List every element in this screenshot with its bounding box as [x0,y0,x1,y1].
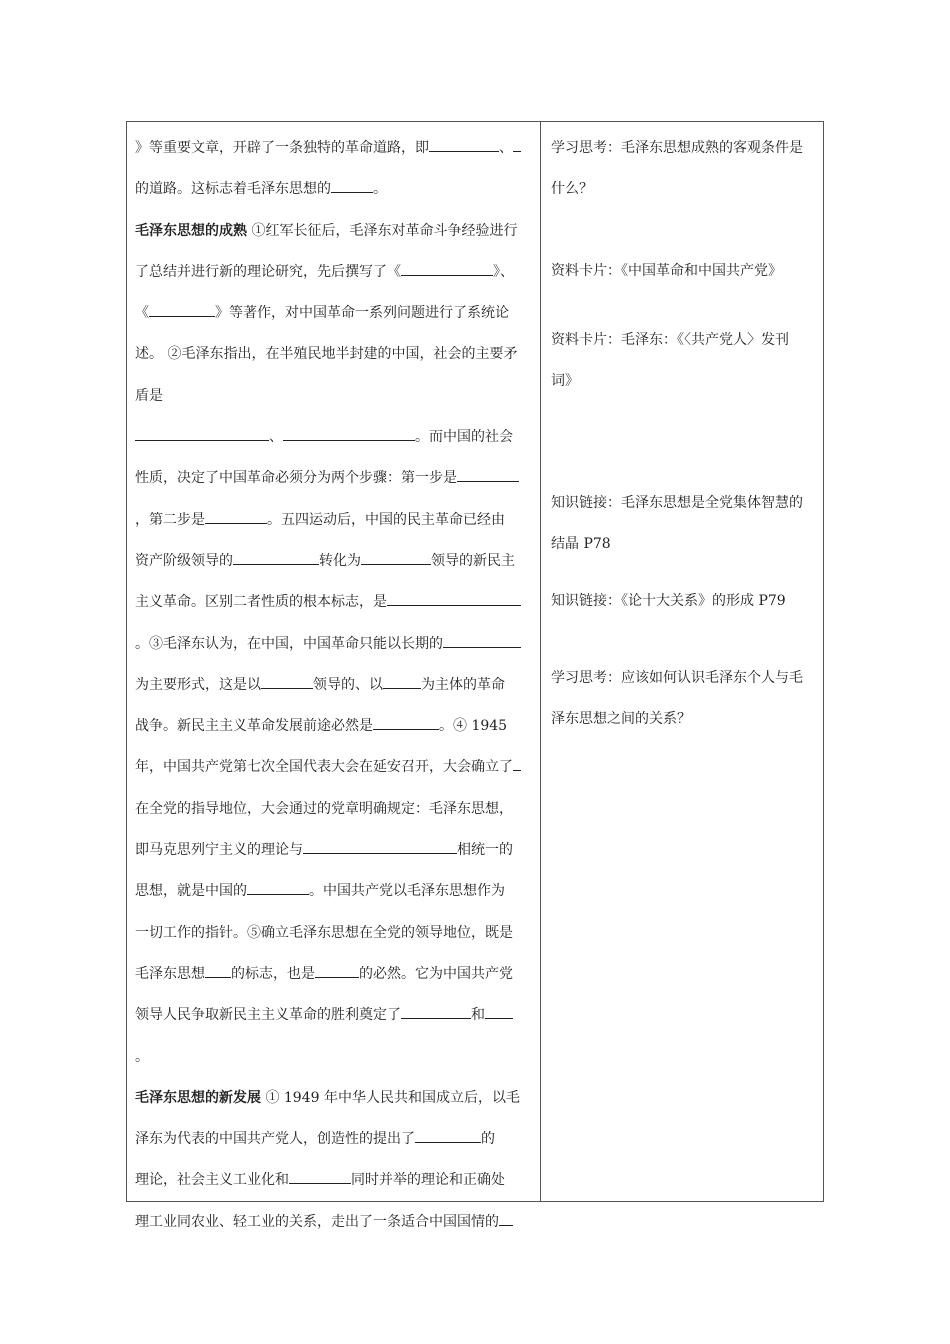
text-line: 理论，社会主义工业化和 同时并举的理论和正确处 [135,1160,532,1201]
fill-blank[interactable] [303,837,457,854]
fill-blank[interactable] [401,259,493,276]
text-line: 战争。新民主主义革命发展前途必然是 。④ 1945 [135,706,532,747]
fill-blank[interactable] [499,1209,513,1226]
fill-blank[interactable] [485,1002,513,1019]
section-heading: 毛泽东思想的新发展 [135,1089,261,1106]
text-line: 即马克思列宁主义的理论与 相统一的 [135,830,532,871]
text-line: 一切工作的指针。⑤确立毛泽东思想在全党的领导地位，既是 [135,924,513,941]
fill-blank[interactable] [361,548,431,565]
section-heading: 毛泽东思想的成熟 [135,222,247,239]
fill-blank[interactable] [331,176,373,193]
text-line: 在全党的指导地位，大会通过的党章明确规定：毛泽东思想， [135,800,513,817]
text-line: 思想，就是中国的 。中国共产党以毛泽东思想作为 [135,871,532,912]
notes-column [541,122,823,1201]
text-line: 泽东为代表的中国共产党人，创造性的提出了 的 [135,1119,532,1160]
text-line: 。③毛泽东认为，在中国，中国革命只能以长期的 [135,624,532,665]
text-line: 毛泽东思想 的标志，也是 的必然。它为中国共产党 [135,954,532,995]
fill-blank[interactable] [401,1002,471,1019]
text-line: 了总结并进行新的理论研究，先后撰写了《 》、 [135,252,532,293]
fill-blank[interactable] [149,300,215,317]
fill-blank[interactable] [205,507,267,524]
fill-blank[interactable] [135,424,269,441]
fill-blank[interactable] [415,1126,481,1143]
text-line: 毛泽东思想的成熟 ①红军长征后，毛泽东对革命斗争经验进行 [135,222,518,239]
fill-blank[interactable] [457,465,519,482]
fill-blank[interactable] [373,713,439,730]
fill-blank[interactable] [205,961,231,978]
fill-blank[interactable] [283,424,415,441]
fill-blank[interactable] [261,672,313,689]
text-line: 、 。而中国的社会 [135,417,532,458]
text-line: 资产阶级领导的 转化为 领导的新民主 [135,541,532,582]
fill-blank[interactable] [247,878,309,895]
fill-blank[interactable] [443,631,521,648]
text-line: 《 》等著作，对中国革命一系列问题进行了系统论 [135,293,532,334]
text-line: 的道路。这标志着毛泽东思想的 。 [135,169,532,210]
note-material-card: 资料卡片：《中国革命和中国共产党》 [551,263,782,279]
content-column [127,122,541,1230]
text-line: 主义革命。区别二者性质的根本标志，是 [135,582,532,623]
study-table [126,121,824,1230]
text-line: 》等重要文章，开辟了一条独特的革命道路，即 、 [135,128,532,169]
note-material-card: 资料卡片：毛泽东：《〈共产党人〉发刊 词》 [551,332,789,389]
text-line: 述。 ②毛泽东指出，在半殖民地半封建的中国，社会的主要矛 [135,346,518,363]
text-line: 。 [135,1048,149,1065]
text-line: 理工业同农业、轻工业的关系，走出了一条适合中国国情的 [135,1202,532,1243]
text-line: 为主要形式，这是以 领导的、以 为主体的革命 [135,665,532,706]
text-line: 盾是 [135,387,163,404]
fill-blank[interactable] [387,589,521,606]
note-study-think: 学习思考：毛泽东思想成熟的客观条件是 什么？ [551,140,803,197]
fill-blank[interactable] [513,754,521,771]
fill-blank[interactable] [289,1167,351,1184]
text-line: 毛泽东思想的新发展 ① 1949 年中华人民共和国成立后，以毛 [135,1089,520,1106]
fill-blank[interactable] [513,135,521,152]
text-line: 性质，决定了中国革命必须分为两个步骤：第一步是 [135,458,532,499]
note-knowledge-link: 知识链接：《论十大关系》的形成 P79 [551,593,786,609]
text-line: 年，中国共产党第七次全国代表大会在延安召开，大会确立了 [135,747,532,788]
text-line: ，第二步是 。五四运动后，中国的民主革命已经由 [135,500,532,541]
fill-blank[interactable] [233,548,319,565]
fill-blank[interactable] [429,135,499,152]
note-study-think: 学习思考：应该如何认识毛泽东个人与毛 泽东思想之间的关系？ [551,670,803,727]
text-line: 领导人民争取新民主主义革命的胜利奠定了 和 [135,995,532,1036]
note-knowledge-link: 知识链接：毛泽东思想是全党集体智慧的 结晶 P78 [551,495,803,552]
fill-blank[interactable] [383,672,421,689]
fill-blank[interactable] [315,961,359,978]
